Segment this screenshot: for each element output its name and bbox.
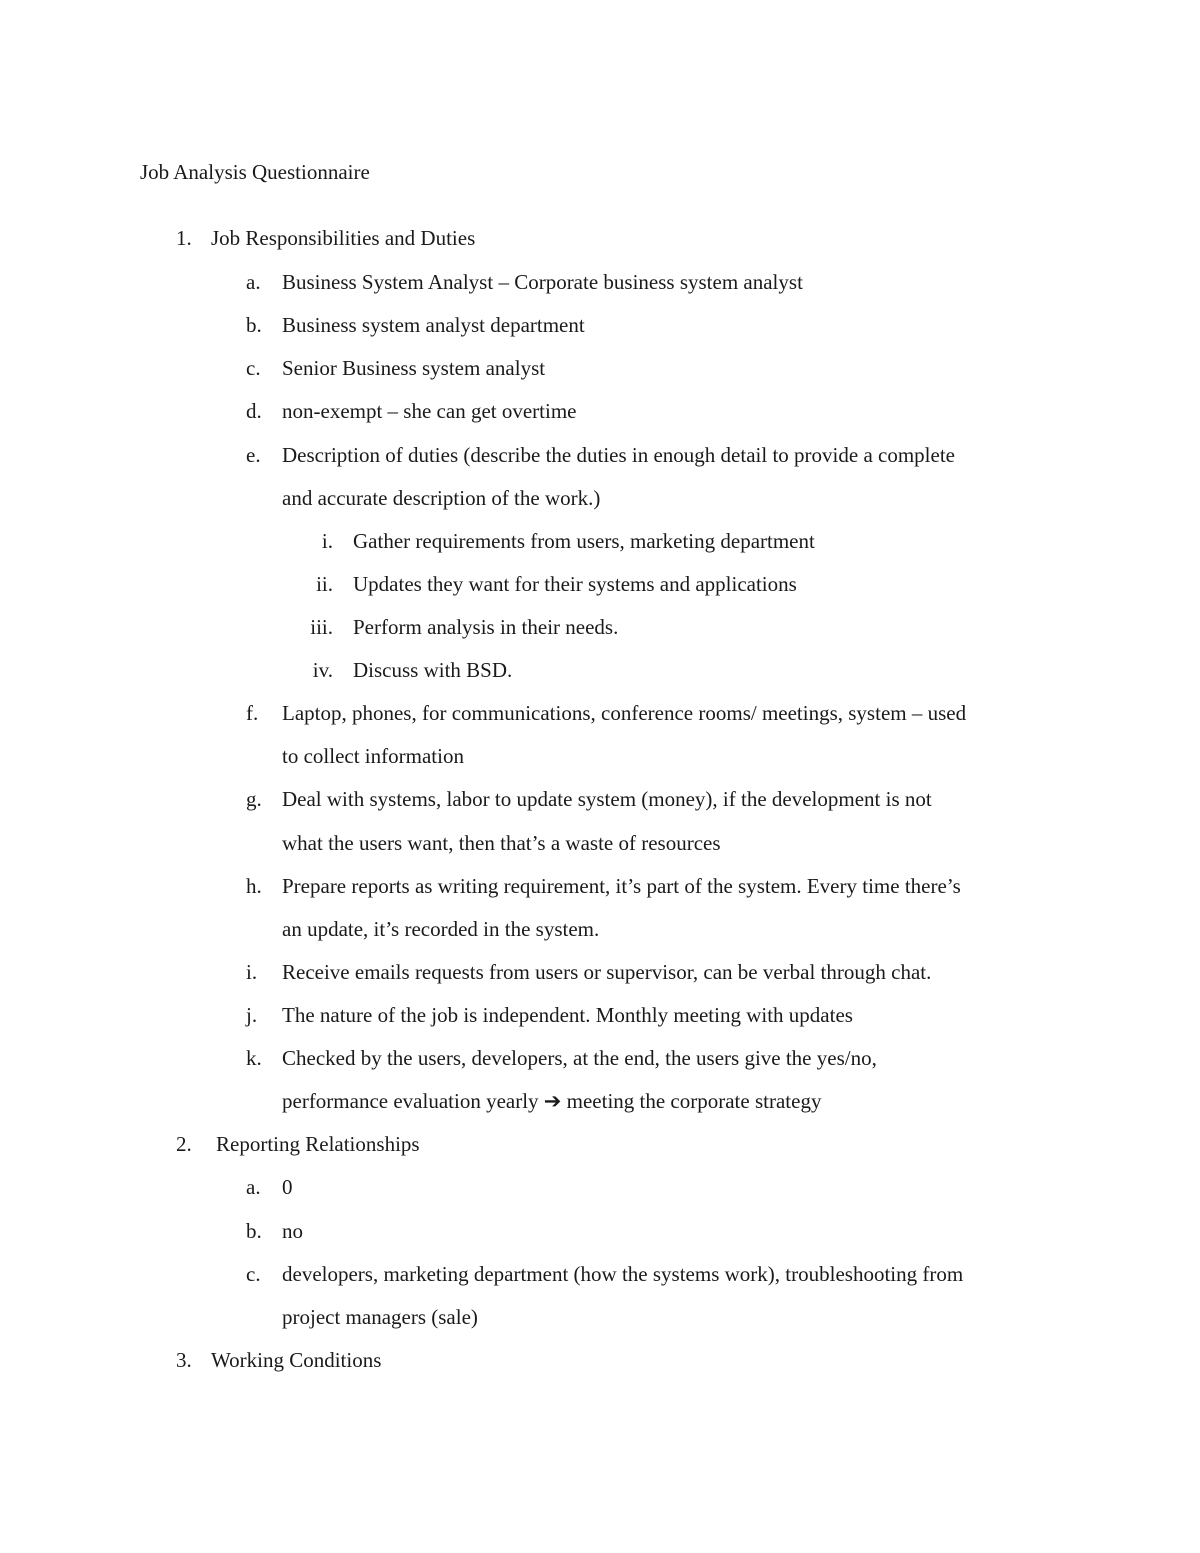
sublist-item-text: Perform analysis in their needs. xyxy=(353,615,619,639)
list-item-label: j. xyxy=(246,1003,258,1027)
list-item-label: a. xyxy=(246,1175,261,1199)
list-item-label: i. xyxy=(246,960,258,984)
sublist-item-text: Discuss with BSD. xyxy=(353,658,513,682)
list-item-label: b. xyxy=(246,313,262,337)
list-item-text-continued: project managers (sale) xyxy=(282,1305,478,1329)
list-item-label: e. xyxy=(246,443,261,467)
list-item-text: Business system analyst department xyxy=(282,313,585,337)
list-item-text: Senior Business system analyst xyxy=(282,356,546,380)
section-number: 3. xyxy=(176,1348,192,1372)
list-item-text: Business System Analyst – Corporate business system analyst xyxy=(282,270,803,294)
list-item-label: k. xyxy=(246,1046,262,1070)
section-heading: Working Conditions xyxy=(211,1348,382,1372)
section-number: 1. xyxy=(176,226,192,250)
sublist-item-text: Gather requirements from users, marketing department xyxy=(353,529,815,553)
list-item-text: Laptop, phones, for communications, conference rooms/ meetings, system – used xyxy=(282,701,967,725)
list-item-text-continued: to collect information xyxy=(282,744,464,768)
sublist-item-text: Updates they want for their systems and applications xyxy=(353,572,797,596)
list-item-text: developers, marketing department (how the systems work), troubleshooting from xyxy=(282,1262,964,1286)
sublist-item-label: iii. xyxy=(310,615,333,639)
list-item-label: d. xyxy=(246,399,262,423)
page-title: Job Analysis Questionnaire xyxy=(140,160,370,184)
sublist-item-label: iv. xyxy=(312,658,333,682)
sublist-item-label: i. xyxy=(321,529,333,553)
list-item-label: c. xyxy=(246,1262,261,1286)
list-item-text: Checked by the users, developers, at the end, the users give the yes/no, xyxy=(282,1046,877,1070)
list-item-text: Receive emails requests from users or supervisor, can be verbal through chat. xyxy=(282,960,932,984)
list-item-text: Description of duties (describe the duties in enough detail to provide a complete xyxy=(282,443,955,467)
list-item-label: c. xyxy=(246,356,261,380)
list-item-text: 0 xyxy=(282,1175,293,1199)
list-item-text-continued: what the users want, then that’s a waste of resources xyxy=(282,831,721,855)
list-item-text: The nature of the job is independent. Monthly meeting with updates xyxy=(282,1003,853,1027)
list-item-text-continued: performance evaluation yearly ➔ meeting the corporate strategy xyxy=(282,1089,822,1113)
list-item-text-continued: an update, it’s recorded in the system. xyxy=(282,917,600,941)
section-heading: Reporting Relationships xyxy=(216,1132,420,1156)
section-number: 2. xyxy=(176,1132,192,1156)
list-item-label: h. xyxy=(246,874,262,898)
list-item-text: non-exempt – she can get overtime xyxy=(282,399,577,423)
list-item-text: no xyxy=(282,1219,303,1243)
list-item-text: Deal with systems, labor to update system (money), if the development is not xyxy=(282,787,932,811)
list-item-label: f. xyxy=(246,701,259,725)
list-item-text-continued: and accurate description of the work.) xyxy=(282,486,601,510)
sublist-item-label: ii. xyxy=(316,572,333,596)
section-heading: Job Responsibilities and Duties xyxy=(211,226,476,250)
list-item-text: Prepare reports as writing requirement, it’s part of the system. Every time there’s xyxy=(282,874,961,898)
list-item-label: a. xyxy=(246,270,261,294)
list-item-label: g. xyxy=(246,787,262,811)
list-item-label: b. xyxy=(246,1219,262,1243)
